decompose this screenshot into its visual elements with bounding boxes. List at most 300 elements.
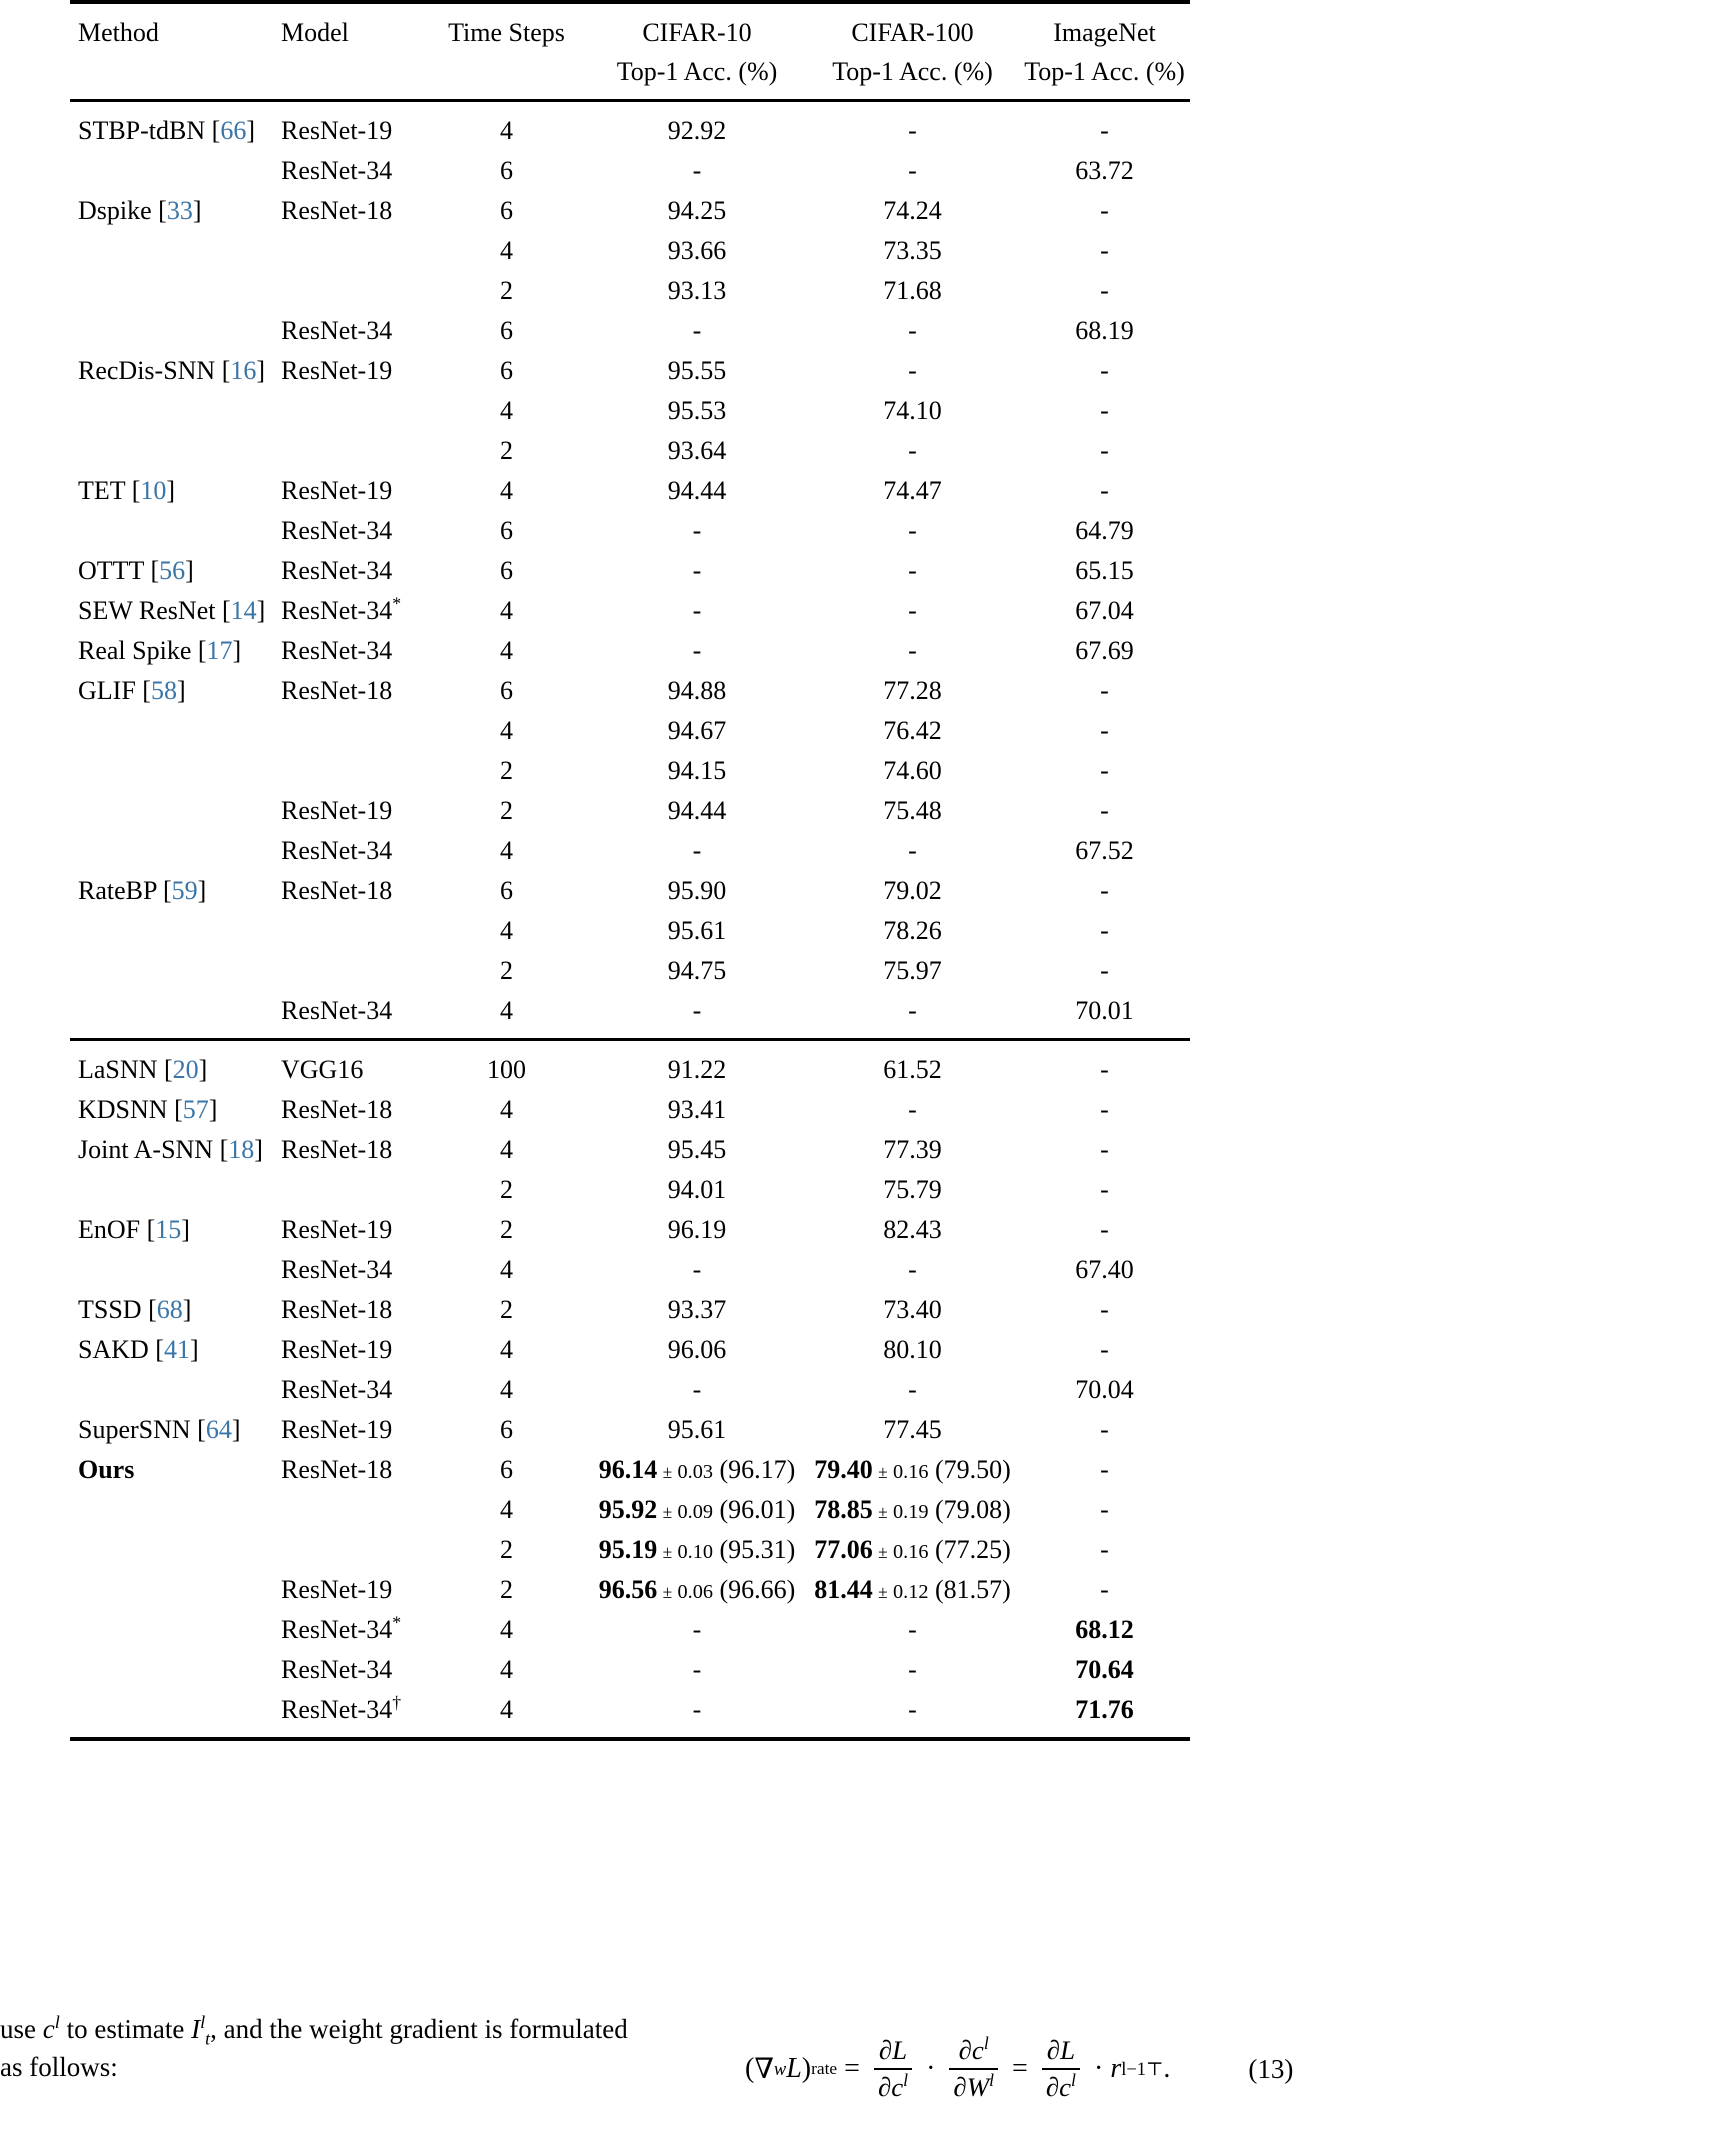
- citation-bracket-open: [: [163, 1055, 173, 1084]
- citation-bracket-close: ]: [256, 596, 266, 625]
- cell-model: [277, 591, 425, 631]
- accuracy-value: 79.02: [883, 876, 942, 905]
- cell-imagenet: [1019, 511, 1190, 551]
- cell-cifar100: [806, 1490, 1019, 1530]
- model-name: ResNet-19: [281, 116, 393, 145]
- body-paragraph: [0, 2010, 700, 2087]
- value-not-available: -: [1100, 956, 1109, 985]
- value-not-available: -: [908, 1615, 917, 1644]
- cell-cifar100: [806, 1130, 1019, 1170]
- cell-model: [277, 191, 425, 231]
- cell-imagenet: [1019, 351, 1190, 391]
- cell-imagenet: [1019, 871, 1190, 911]
- cell-cifar10: [588, 271, 806, 311]
- eq-L1: L: [786, 2053, 802, 2084]
- cell-time-steps: 4: [500, 236, 513, 265]
- cell-method: [70, 551, 277, 591]
- accuracy-value: 94.25: [667, 196, 727, 225]
- plus-minus-icon: ±: [658, 1542, 677, 1562]
- value-not-available: -: [908, 996, 917, 1025]
- cell-time-steps: 4: [500, 1135, 513, 1164]
- results-table: [70, 0, 1190, 1741]
- cell-cifar100: [806, 1450, 1019, 1490]
- table-row: [70, 1290, 1190, 1330]
- citation-bracket-open: [: [158, 196, 167, 225]
- cell-time-steps: 4: [500, 596, 513, 625]
- cell-method: [70, 151, 277, 191]
- plus-minus-icon: ±: [658, 1502, 677, 1522]
- citation-link[interactable]: 68: [156, 1295, 183, 1324]
- accuracy-value: 91.22: [667, 1055, 727, 1084]
- value-not-available: -: [908, 556, 917, 585]
- eq-frac-1: [874, 2035, 912, 2103]
- value-not-available: -: [1100, 756, 1109, 785]
- cell-cifar10: [588, 1330, 806, 1370]
- cell-cifar100: [806, 831, 1019, 871]
- citation-link[interactable]: 41: [163, 1335, 190, 1364]
- value-not-available: -: [1100, 1495, 1109, 1524]
- cell-imagenet: [1019, 1090, 1190, 1130]
- cell-model: [277, 431, 425, 471]
- cell-cifar100: [806, 1330, 1019, 1370]
- model-name: ResNet-19: [281, 356, 393, 385]
- value-not-available: -: [908, 596, 917, 625]
- cell-model: [277, 671, 425, 711]
- value-not-available: -: [908, 1255, 917, 1284]
- cell-method: [70, 271, 277, 311]
- accuracy-value: 93.37: [667, 1295, 727, 1324]
- cell-imagenet: [1019, 991, 1190, 1040]
- cell-cifar10: [588, 591, 806, 631]
- cell-method: [70, 1530, 277, 1570]
- value-not-available: -: [692, 1615, 702, 1644]
- cell-model: [277, 1530, 425, 1570]
- accuracy-value: 76.42: [883, 716, 942, 745]
- accuracy-value: 67.04: [1075, 596, 1134, 625]
- citation-bracket-close: ]: [185, 556, 194, 585]
- value-not-available: -: [1100, 276, 1109, 305]
- model-name: ResNet-18: [281, 676, 393, 705]
- accuracy-value: 82.43: [883, 1215, 942, 1244]
- cell-method: [70, 1040, 277, 1091]
- citation-link[interactable]: 64: [205, 1415, 232, 1444]
- eq-frac-1-numerator: ∂L: [878, 2035, 908, 2065]
- accuracy-best: (95.31): [712, 1535, 796, 1564]
- model-name: ResNet-18: [281, 1135, 393, 1164]
- accuracy-value: 94.01: [667, 1175, 727, 1204]
- cell-cifar100: [806, 591, 1019, 631]
- cell-time-steps: 100: [425, 1040, 588, 1091]
- cell-cifar10: [588, 191, 806, 231]
- accuracy-value: 78.26: [883, 916, 942, 945]
- header-method-sub: [70, 50, 277, 101]
- cell-time-steps: 6: [500, 316, 513, 345]
- body-line-1: use $c^l$ to estimate $I^l_t$, and the weight gradient is formulated: [0, 2012, 628, 2049]
- cell-time-steps: 4: [500, 996, 513, 1025]
- value-not-available: -: [1100, 1535, 1109, 1564]
- cell-method: [70, 1570, 277, 1610]
- model-name: ResNet-18: [281, 196, 393, 225]
- citation-bracket-close: ]: [254, 1135, 263, 1164]
- cell-cifar100: [806, 911, 1019, 951]
- accuracy-best: (79.08): [928, 1495, 1011, 1524]
- value-not-available: -: [1100, 196, 1109, 225]
- table-row: [70, 1170, 1190, 1210]
- cell-model: [277, 951, 425, 991]
- cell-model: [277, 1650, 425, 1690]
- accuracy-mean: 95.92: [598, 1495, 658, 1524]
- cell-model: [277, 911, 425, 951]
- cell-time-steps: 2: [500, 1295, 513, 1324]
- cell-method: [70, 751, 277, 791]
- citation-bracket-open: [: [150, 556, 160, 585]
- model-name: ResNet-18: [281, 876, 393, 905]
- method-name: KDSNN: [78, 1095, 168, 1124]
- accuracy-value: 74.60: [883, 756, 942, 785]
- cell-cifar100: [806, 631, 1019, 671]
- table-row: [70, 1650, 1190, 1690]
- citation-bracket-open: [: [148, 1295, 157, 1324]
- cell-cifar10: [588, 1410, 806, 1450]
- table-body-block-1: [70, 101, 1190, 1040]
- citation-link[interactable]: 56: [159, 556, 186, 585]
- citation-bracket-open: [: [221, 356, 231, 385]
- cell-cifar100: [806, 391, 1019, 431]
- accuracy-best: (79.50): [928, 1455, 1011, 1484]
- cell-cifar10: [588, 551, 806, 591]
- cell-method: [70, 791, 277, 831]
- citation-bracket-open: [: [155, 1335, 164, 1364]
- method-name: Ours: [78, 1455, 135, 1484]
- value-not-available: -: [692, 596, 702, 625]
- accuracy-value: 61.52: [883, 1055, 942, 1084]
- table-row: [70, 831, 1190, 871]
- citation-link[interactable]: 66: [220, 116, 247, 145]
- cell-method: [70, 101, 277, 152]
- cell-imagenet: [1019, 391, 1190, 431]
- cell-cifar10: [588, 391, 806, 431]
- value-not-available: -: [692, 836, 702, 865]
- cell-imagenet: [1019, 271, 1190, 311]
- cell-model: [277, 871, 425, 911]
- cell-cifar10: [588, 1250, 806, 1290]
- accuracy-value: 77.39: [883, 1135, 942, 1164]
- citation-bracket-close: ]: [232, 636, 242, 665]
- accuracy-value: 67.52: [1075, 836, 1134, 865]
- table-row: [70, 871, 1190, 911]
- value-not-available: -: [908, 436, 917, 465]
- cell-method: [70, 511, 277, 551]
- cell-imagenet: [1019, 1250, 1190, 1290]
- cell-imagenet: [1019, 1370, 1190, 1410]
- cell-model: [277, 631, 425, 671]
- model-marker-symbol: *: [392, 1612, 402, 1633]
- cell-cifar10: [588, 511, 806, 551]
- results-table-container: [70, 0, 1190, 1741]
- accuracy-value: 77.45: [883, 1415, 942, 1444]
- plus-minus-icon: ±: [873, 1582, 892, 1602]
- accuracy-value: 65.15: [1075, 556, 1134, 585]
- cell-cifar10: [588, 1130, 806, 1170]
- cell-cifar10: [588, 1450, 806, 1490]
- header-cifar100: CIFAR-100: [851, 18, 974, 47]
- accuracy-value: 94.75: [667, 956, 727, 985]
- cell-method: [70, 1650, 277, 1690]
- citation-link[interactable]: 14: [230, 596, 257, 625]
- cell-cifar10: [588, 1290, 806, 1330]
- cell-cifar10: [588, 1170, 806, 1210]
- header-time-steps: Time Steps: [448, 18, 565, 47]
- accuracy-value: 68.12: [1075, 1615, 1134, 1644]
- accuracy-value: 74.10: [883, 396, 942, 425]
- std-value: 0.12: [893, 1581, 929, 1603]
- citation-link[interactable]: 57: [182, 1095, 209, 1124]
- accuracy-value: 95.61: [667, 1415, 727, 1444]
- cell-time-steps: 4: [500, 1335, 513, 1364]
- value-not-available: -: [1100, 796, 1109, 825]
- citation-link[interactable]: 15: [155, 1215, 182, 1244]
- eq-dot-2: ·: [1093, 2053, 1104, 2084]
- cell-time-steps: 4: [500, 476, 513, 505]
- value-not-available: -: [908, 116, 917, 145]
- header-row-primary: [70, 2, 1190, 50]
- eq-lhs-close: ): [801, 2053, 812, 2084]
- eq-frac-2: [949, 2035, 998, 2103]
- cell-cifar100: [806, 671, 1019, 711]
- cell-method: [70, 1610, 277, 1650]
- cell-model: [277, 311, 425, 351]
- value-not-available: -: [1100, 1055, 1109, 1084]
- accuracy-value: 95.90: [667, 876, 727, 905]
- method-name: TSSD: [78, 1295, 142, 1324]
- header-cifar10-sub: Top-1 Acc. (%): [616, 57, 778, 86]
- accuracy-value: 75.48: [883, 796, 942, 825]
- cell-time-steps: 6: [500, 1415, 513, 1444]
- cell-cifar100: [806, 1610, 1019, 1650]
- cell-cifar100: [806, 1040, 1019, 1091]
- cell-imagenet: [1019, 1650, 1190, 1690]
- equation-body: ( ∇ w L ) rate = $\frac{\partial L}{\partial c^l}$ · $\frac{\partial c^l}{\partial W^l}$ = $\frac{\partial L}{\partial c^l}$ · r l−1⊤ .: [745, 2033, 1171, 2102]
- value-not-available: -: [1100, 1295, 1109, 1324]
- cell-model: [277, 1090, 425, 1130]
- cell-cifar10: [588, 1090, 806, 1130]
- value-not-available: -: [692, 156, 702, 185]
- citation-link[interactable]: 20: [172, 1055, 199, 1084]
- table-row: [70, 671, 1190, 711]
- table-row: [70, 591, 1190, 631]
- citation-link[interactable]: 16: [230, 356, 257, 385]
- table-row: [70, 101, 1190, 152]
- cell-cifar100: [806, 1570, 1019, 1610]
- header-cifar10: CIFAR-10: [642, 18, 752, 47]
- cell-method: [70, 951, 277, 991]
- table-row: [70, 351, 1190, 391]
- cell-method: [70, 991, 277, 1040]
- table-row: [70, 1490, 1190, 1530]
- cell-cifar10: [588, 1570, 806, 1610]
- value-not-available: -: [692, 1255, 702, 1284]
- cell-cifar100: [806, 1370, 1019, 1410]
- cell-model: [277, 791, 425, 831]
- model-name: ResNet-19: [281, 1575, 393, 1604]
- value-not-available: -: [1100, 916, 1109, 945]
- header-model-sub: [277, 50, 425, 101]
- cell-model: [277, 1610, 425, 1650]
- method-name: GLIF: [78, 676, 136, 705]
- cell-time-steps: 4: [500, 716, 513, 745]
- cell-method: [70, 1690, 277, 1739]
- cell-model: [277, 151, 425, 191]
- method-name: Dspike: [78, 196, 152, 225]
- cell-cifar10: [588, 431, 806, 471]
- cell-time-steps: 4: [425, 1690, 588, 1739]
- cell-imagenet: [1019, 1040, 1190, 1091]
- cell-model: [277, 1130, 425, 1170]
- accuracy-value: 94.88: [667, 676, 727, 705]
- citation-link[interactable]: 59: [171, 876, 198, 905]
- cell-cifar100: [806, 1410, 1019, 1450]
- plus-minus-icon: ±: [658, 1582, 677, 1602]
- method-name: Joint A-SNN: [78, 1135, 214, 1164]
- cell-time-steps: 6: [500, 356, 513, 385]
- cell-cifar100: [806, 1210, 1019, 1250]
- cell-cifar10: [588, 151, 806, 191]
- value-not-available: -: [1100, 1135, 1109, 1164]
- value-not-available: -: [1100, 716, 1109, 745]
- cell-cifar100: [806, 101, 1019, 152]
- cell-cifar10: [588, 351, 806, 391]
- cell-cifar10: [588, 1370, 806, 1410]
- plus-minus-icon: ±: [873, 1542, 892, 1562]
- header-method: Method: [78, 18, 159, 47]
- value-not-available: -: [692, 316, 702, 345]
- value-not-available: -: [1100, 676, 1109, 705]
- table-row: [70, 471, 1190, 511]
- plus-minus-icon: ±: [873, 1502, 892, 1522]
- table-row: [70, 1130, 1190, 1170]
- accuracy-value: 93.66: [667, 236, 727, 265]
- table-row: [70, 1410, 1190, 1450]
- citation-link[interactable]: 18: [228, 1135, 255, 1164]
- table-body-block-2: [70, 1040, 1190, 1740]
- citation-link[interactable]: 33: [166, 196, 193, 225]
- cell-time-steps: 6: [500, 876, 513, 905]
- cell-time-steps: 6: [500, 676, 513, 705]
- value-not-available: -: [908, 636, 917, 665]
- cell-model: [277, 391, 425, 431]
- table-row: [70, 791, 1190, 831]
- cell-model: [277, 271, 425, 311]
- citation-bracket-open: [: [211, 116, 221, 145]
- cell-cifar10: [588, 951, 806, 991]
- accuracy-std: [873, 1541, 929, 1563]
- cell-imagenet: [1019, 831, 1190, 871]
- table-row: [70, 151, 1190, 191]
- cell-model: [277, 1450, 425, 1490]
- table-row: [70, 911, 1190, 951]
- value-not-available: -: [908, 316, 917, 345]
- cell-method: [70, 671, 277, 711]
- accuracy-value: 95.45: [667, 1135, 727, 1164]
- citation-bracket-close: ]: [197, 876, 207, 905]
- citation-bracket-open: [: [197, 636, 207, 665]
- cell-time-steps: 2: [500, 956, 513, 985]
- cell-imagenet: [1019, 591, 1190, 631]
- table-row: [70, 1690, 1190, 1739]
- cell-time-steps: 2: [500, 1575, 513, 1604]
- cell-model: [277, 1410, 425, 1450]
- accuracy-value: 74.24: [883, 196, 942, 225]
- model-name: ResNet-34: [281, 556, 393, 585]
- cell-cifar100: [806, 351, 1019, 391]
- citation-link[interactable]: 17: [206, 636, 233, 665]
- cell-cifar10: [588, 911, 806, 951]
- accuracy-value: 70.64: [1075, 1655, 1134, 1684]
- accuracy-value: 75.79: [883, 1175, 942, 1204]
- plus-minus-icon: ±: [658, 1462, 677, 1482]
- value-not-available: -: [908, 1375, 917, 1404]
- value-not-available: -: [692, 516, 702, 545]
- equation-number: (13): [1248, 2053, 1294, 2084]
- model-name: ResNet-18: [281, 1295, 393, 1324]
- cell-model: [277, 1570, 425, 1610]
- citation-link[interactable]: 10: [140, 476, 167, 505]
- model-name: ResNet-19: [281, 1335, 393, 1364]
- eq-equals-2: =: [1012, 2053, 1028, 2084]
- cell-cifar100: [806, 991, 1019, 1040]
- cell-imagenet: [1019, 1290, 1190, 1330]
- value-not-available: -: [1100, 1335, 1109, 1364]
- citation-bracket-open: [: [142, 676, 151, 705]
- accuracy-std: [657, 1541, 713, 1563]
- citation-link[interactable]: 58: [150, 676, 177, 705]
- model-name: ResNet-34: [281, 1615, 393, 1644]
- table-row: [70, 1530, 1190, 1570]
- value-not-available: -: [692, 1375, 702, 1404]
- cell-cifar10: [588, 831, 806, 871]
- table-row: [70, 551, 1190, 591]
- citation-bracket-open: [: [162, 876, 172, 905]
- accuracy-best: (96.66): [712, 1575, 796, 1604]
- value-not-available: -: [908, 156, 917, 185]
- cell-cifar10: [588, 1490, 806, 1530]
- accuracy-value: 67.40: [1075, 1255, 1134, 1284]
- eq-frac-2-numerator: $\partial c^l$: [958, 2033, 989, 2065]
- citation-bracket-close: ]: [182, 1295, 192, 1324]
- cell-time-steps: 4: [500, 1495, 513, 1524]
- cell-imagenet: [1019, 951, 1190, 991]
- cell-method: [70, 631, 277, 671]
- cell-method: [70, 1410, 277, 1450]
- cell-method: [70, 311, 277, 351]
- model-name: ResNet-34: [281, 836, 393, 865]
- eq-frac-3: [1042, 2035, 1080, 2103]
- cell-time-steps: 6: [500, 196, 513, 225]
- citation-bracket-open: [: [146, 1215, 156, 1244]
- table-row: [70, 1090, 1190, 1130]
- method-name: Real Spike: [78, 636, 192, 665]
- cell-cifar10: [588, 671, 806, 711]
- cell-method: [70, 711, 277, 751]
- method-name: STBP-tdBN: [78, 116, 206, 145]
- cell-time-steps: 2: [500, 276, 513, 305]
- equation-line: [745, 2035, 1720, 2103]
- model-name: ResNet-19: [281, 476, 393, 505]
- plus-minus-icon: ±: [873, 1462, 892, 1482]
- cell-imagenet: [1019, 1690, 1190, 1739]
- cell-time-steps: 6: [500, 556, 513, 585]
- cell-imagenet: [1019, 1170, 1190, 1210]
